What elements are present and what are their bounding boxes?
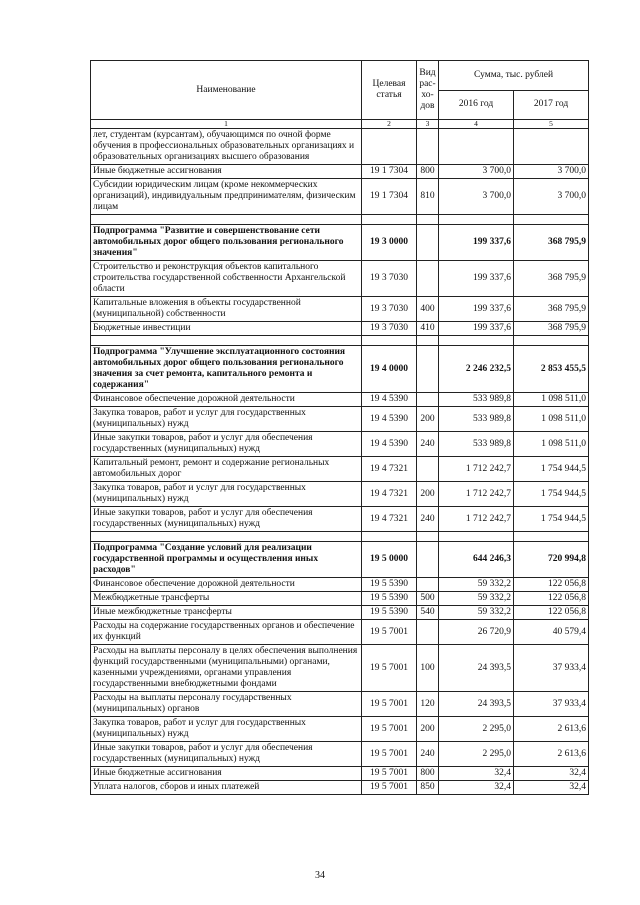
header-name: Наименование: [91, 61, 362, 120]
row-amount-2016: 2 246 232,5: [439, 346, 514, 393]
row-amount-2017: 2 613,6: [514, 717, 589, 742]
row-amount-2016: 59 332,2: [439, 578, 514, 592]
row-amount-2017: 122 056,8: [514, 592, 589, 606]
spacer-cell: [439, 215, 514, 225]
row-amount-2016: 1 712 242,7: [439, 457, 514, 482]
table-row: [91, 767, 589, 781]
spacer-cell: [439, 336, 514, 346]
row-expense-type: 240: [417, 742, 439, 767]
row-amount-2016: 1 712 242,7: [439, 482, 514, 507]
row-amount-2017: 122 056,8: [514, 606, 589, 620]
spacer-cell: [91, 215, 362, 225]
row-expense-type: 120: [417, 692, 439, 717]
row-amount-2016: 199 337,6: [439, 297, 514, 322]
column-number: 3: [417, 120, 439, 129]
row-target-article: 19 4 7321: [362, 457, 417, 482]
row-amount-2017: 2 853 455,5: [514, 346, 589, 393]
header-year-2016: 2016 год: [439, 90, 514, 120]
row-amount-2017: 37 933,4: [514, 645, 589, 692]
table-row: [91, 507, 589, 532]
table-row: [91, 179, 589, 215]
spacer-row: [91, 215, 589, 225]
row-target-article: [362, 129, 417, 165]
row-amount-2016: 1 712 242,7: [439, 507, 514, 532]
row-amount-2017: 368 795,9: [514, 261, 589, 297]
row-name: Финансовое обеспечение дорожной деятельности: [91, 578, 362, 592]
row-name: Бюджетные инвестиции: [91, 322, 362, 336]
row-name: Расходы на содержание государственных органов и обеспечение их функций: [91, 620, 362, 645]
table-row: [91, 606, 589, 620]
row-amount-2017: 368 795,9: [514, 225, 589, 261]
row-expense-type: 800: [417, 767, 439, 781]
row-amount-2016: 32,4: [439, 767, 514, 781]
row-amount-2016: 2 295,0: [439, 742, 514, 767]
spacer-cell: [362, 532, 417, 542]
row-amount-2017: 1 754 944,5: [514, 457, 589, 482]
row-target-article: 19 5 7001: [362, 781, 417, 795]
header-year-2017: 2017 год: [514, 90, 589, 120]
spacer-cell: [362, 336, 417, 346]
row-amount-2017: 1 098 511,0: [514, 393, 589, 407]
table-row: [91, 297, 589, 322]
table-row: [91, 781, 589, 795]
spacer-cell: [417, 336, 439, 346]
budget-table-container: [90, 60, 588, 795]
subprogram-row: [91, 542, 589, 578]
row-amount-2017: [514, 129, 589, 165]
table-row: [91, 692, 589, 717]
row-target-article: 19 1 7304: [362, 165, 417, 179]
row-name: Иные закупки товаров, работ и услуг для обеспечения государственных (муниципальных) нужд: [91, 507, 362, 532]
row-name: Финансовое обеспечение дорожной деятельности: [91, 393, 362, 407]
row-amount-2016: 3 700,0: [439, 165, 514, 179]
spacer-cell: [514, 336, 589, 346]
row-amount-2016: 24 393,5: [439, 692, 514, 717]
row-name: Расходы на выплаты персоналу в целях обеспечения выполнения функций государственными (муниципальными) органами, казенными учреждениями, органами управления государственными внебюджетными фондами: [91, 645, 362, 692]
subprogram-row: [91, 346, 589, 393]
spacer-cell: [417, 215, 439, 225]
row-expense-type: 810: [417, 179, 439, 215]
row-target-article: 19 3 7030: [362, 261, 417, 297]
row-target-article: 19 5 5390: [362, 592, 417, 606]
row-target-article: 19 4 5390: [362, 432, 417, 457]
row-target-article: 19 4 5390: [362, 407, 417, 432]
row-amount-2017: 1 098 511,0: [514, 407, 589, 432]
row-amount-2016: 32,4: [439, 781, 514, 795]
row-target-article: 19 4 7321: [362, 507, 417, 532]
row-target-article: 19 3 7030: [362, 322, 417, 336]
row-amount-2016: 533 989,8: [439, 432, 514, 457]
table-row: [91, 261, 589, 297]
row-amount-2017: 32,4: [514, 767, 589, 781]
spacer-cell: [514, 532, 589, 542]
row-amount-2017: 32,4: [514, 781, 589, 795]
row-amount-2017: 1 754 944,5: [514, 507, 589, 532]
row-name: Иные закупки товаров, работ и услуг для обеспечения государственных (муниципальных) нужд: [91, 742, 362, 767]
row-expense-type: 240: [417, 432, 439, 457]
spacer-cell: [91, 336, 362, 346]
row-expense-type: 540: [417, 606, 439, 620]
header-sum: Сумма, тыс. рублей: [439, 61, 589, 91]
column-number-row: [91, 120, 589, 129]
subprogram-row: [91, 225, 589, 261]
row-amount-2016: 3 700,0: [439, 179, 514, 215]
row-expense-type: [417, 542, 439, 578]
row-target-article: 19 4 5390: [362, 393, 417, 407]
row-expense-type: 410: [417, 322, 439, 336]
table-body: [91, 129, 589, 795]
row-target-article: 19 4 0000: [362, 346, 417, 393]
row-expense-type: [417, 393, 439, 407]
table-row: [91, 407, 589, 432]
row-expense-type: 200: [417, 482, 439, 507]
row-target-article: 19 3 0000: [362, 225, 417, 261]
column-number: 2: [362, 120, 417, 129]
row-expense-type: [417, 129, 439, 165]
row-amount-2017: 3 700,0: [514, 165, 589, 179]
table-row: [91, 165, 589, 179]
spacer-cell: [362, 215, 417, 225]
table-row: [91, 482, 589, 507]
row-name: Капитальный ремонт, ремонт и содержание региональных автомобильных дорог: [91, 457, 362, 482]
row-target-article: 19 3 7030: [362, 297, 417, 322]
page-number: 34: [315, 870, 325, 881]
row-amount-2016: 26 720,9: [439, 620, 514, 645]
budget-table: [90, 60, 589, 795]
row-expense-type: [417, 578, 439, 592]
row-amount-2016: 24 393,5: [439, 645, 514, 692]
table-row: [91, 742, 589, 767]
row-amount-2016: 199 337,6: [439, 261, 514, 297]
row-expense-type: [417, 261, 439, 297]
column-number: 1: [91, 120, 362, 129]
row-target-article: 19 5 7001: [362, 645, 417, 692]
row-name: Иные бюджетные ассигнования: [91, 767, 362, 781]
row-amount-2017: 1 754 944,5: [514, 482, 589, 507]
row-target-article: 19 5 0000: [362, 542, 417, 578]
row-name: Строительство и реконструкция объектов капитального строительства государственной собственности Архангельской области: [91, 261, 362, 297]
row-amount-2016: 199 337,6: [439, 322, 514, 336]
row-amount-2017: 368 795,9: [514, 322, 589, 336]
row-amount-2017: 2 613,6: [514, 742, 589, 767]
row-expense-type: [417, 620, 439, 645]
table-row: [91, 717, 589, 742]
table-row: [91, 432, 589, 457]
row-name: Закупка товаров, работ и услуг для государственных (муниципальных) нужд: [91, 717, 362, 742]
row-expense-type: [417, 346, 439, 393]
spacer-cell: [439, 532, 514, 542]
row-target-article: 19 5 7001: [362, 767, 417, 781]
row-name: Подпрограмма "Создание условий для реализации государственной программы и осуществления иных расходов": [91, 542, 362, 578]
column-number: 5: [514, 120, 589, 129]
row-target-article: 19 1 7304: [362, 179, 417, 215]
row-name: Капитальные вложения в объекты государственной (муниципальной) собственности: [91, 297, 362, 322]
table-row: [91, 457, 589, 482]
row-amount-2016: 199 337,6: [439, 225, 514, 261]
table-row: [91, 393, 589, 407]
row-expense-type: 200: [417, 407, 439, 432]
spacer-row: [91, 336, 589, 346]
header-expense-type: Вид рас- хо- дов: [417, 61, 439, 120]
table-row: [91, 129, 589, 165]
row-expense-type: 850: [417, 781, 439, 795]
row-name: Межбюджетные трансферты: [91, 592, 362, 606]
row-expense-type: 500: [417, 592, 439, 606]
row-name: Субсидии юридическим лицам (кроме некоммерческих организаций), индивидуальным предпринимателям, физическим лицам: [91, 179, 362, 215]
row-amount-2016: 644 246,3: [439, 542, 514, 578]
row-amount-2017: 37 933,4: [514, 692, 589, 717]
row-expense-type: [417, 225, 439, 261]
row-target-article: 19 5 5390: [362, 606, 417, 620]
row-target-article: 19 4 7321: [362, 482, 417, 507]
spacer-cell: [91, 532, 362, 542]
spacer-cell: [514, 215, 589, 225]
row-name: Уплата налогов, сборов и иных платежей: [91, 781, 362, 795]
row-name: Закупка товаров, работ и услуг для государственных (муниципальных) нужд: [91, 482, 362, 507]
row-expense-type: 240: [417, 507, 439, 532]
table-row: [91, 322, 589, 336]
row-amount-2016: 533 989,8: [439, 393, 514, 407]
row-name: Подпрограмма "Развитие и совершенствование сети автомобильных дорог общего пользования регионального значения": [91, 225, 362, 261]
table-row: [91, 645, 589, 692]
row-expense-type: 200: [417, 717, 439, 742]
row-name: Подпрограмма "Улучшение эксплуатационного состояния автомобильных дорог общего пользования регионального значения за счет ремонта, капитального ремонта и содержания": [91, 346, 362, 393]
row-amount-2017: 3 700,0: [514, 179, 589, 215]
row-amount-2017: 1 098 511,0: [514, 432, 589, 457]
row-name: Закупка товаров, работ и услуг для государственных (муниципальных) нужд: [91, 407, 362, 432]
row-target-article: 19 5 7001: [362, 742, 417, 767]
row-amount-2016: 59 332,2: [439, 606, 514, 620]
row-amount-2016: [439, 129, 514, 165]
row-amount-2017: 720 994,8: [514, 542, 589, 578]
header-target-article: Целевая статья: [362, 61, 417, 120]
row-expense-type: 100: [417, 645, 439, 692]
column-number: 4: [439, 120, 514, 129]
row-expense-type: 400: [417, 297, 439, 322]
row-name: Иные закупки товаров, работ и услуг для обеспечения государственных (муниципальных) нужд: [91, 432, 362, 457]
row-amount-2016: 2 295,0: [439, 717, 514, 742]
spacer-cell: [417, 532, 439, 542]
row-name: Иные бюджетные ассигнования: [91, 165, 362, 179]
row-name: лет, студентам (курсантам), обучающимся по очной форме обучения в профессиональных образовательных организациях и образовательных организациях высшего образования: [91, 129, 362, 165]
row-name: Иные межбюджетные трансферты: [91, 606, 362, 620]
row-target-article: 19 5 5390: [362, 578, 417, 592]
row-amount-2017: 368 795,9: [514, 297, 589, 322]
row-expense-type: [417, 457, 439, 482]
table-row: [91, 592, 589, 606]
row-expense-type: 800: [417, 165, 439, 179]
row-amount-2016: 59 332,2: [439, 592, 514, 606]
spacer-row: [91, 532, 589, 542]
row-amount-2017: 122 056,8: [514, 578, 589, 592]
table-row: [91, 578, 589, 592]
row-target-article: 19 5 7001: [362, 620, 417, 645]
row-amount-2017: 40 579,4: [514, 620, 589, 645]
row-amount-2016: 533 989,8: [439, 407, 514, 432]
row-target-article: 19 5 7001: [362, 692, 417, 717]
row-name: Расходы на выплаты персоналу государственных (муниципальных) органов: [91, 692, 362, 717]
table-row: [91, 620, 589, 645]
row-target-article: 19 5 7001: [362, 717, 417, 742]
